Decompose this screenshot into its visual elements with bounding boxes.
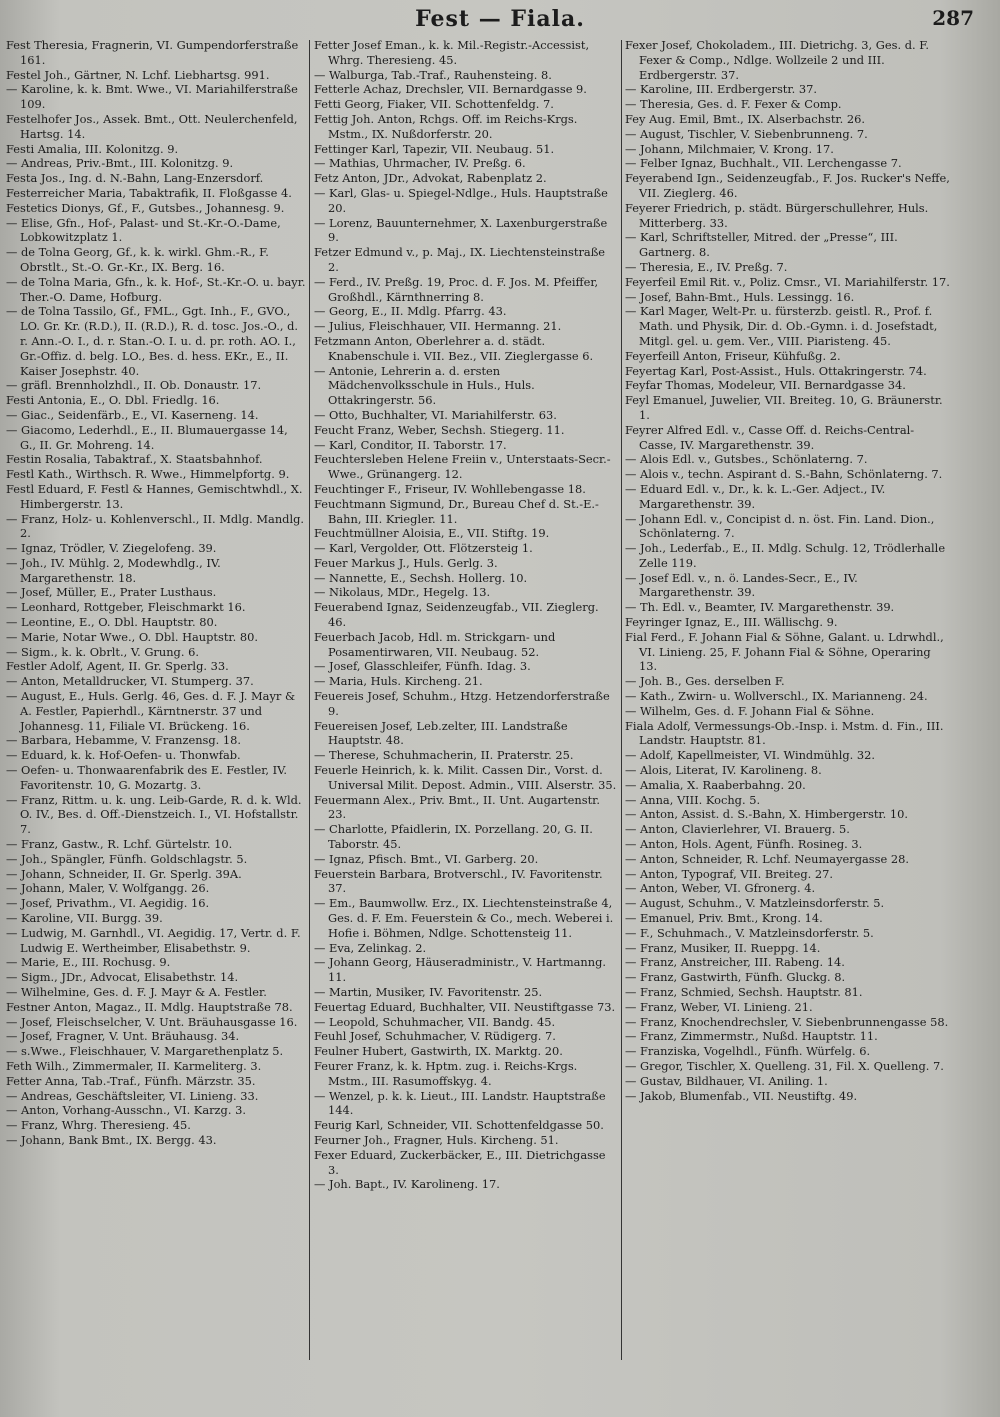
- directory-entry: — Johann, Milchmaier, V. Krong. 17.: [625, 141, 834, 156]
- directory-entry: Festi Amalia, III. Kolonitzg. 9.: [6, 141, 179, 156]
- directory-entry: Fettig Joh. Anton, Rchgs. Off. im Reichs-Krgs. Mstm., IX. Nußdorferstr. 20.: [314, 111, 578, 141]
- directory-entry: — Franz, Zimmermstr., Nußd. Hauptstr. 11.: [625, 1029, 878, 1044]
- directory-entry: Feurig Karl, Schneider, VII. Schottenfeldgasse 50.: [314, 1118, 604, 1133]
- directory-entry: — Charlotte, Pfaidlerin, IX. Porzellang. 20, G. II. Taborstr. 45.: [314, 822, 593, 852]
- directory-entry: Feyrer Alfred Edl. v., Casse Off. d. Reichs-Central-Casse, IV. Margarethenstr. 39.: [625, 422, 915, 452]
- directory-entry: — Ferd., IV. Preßg. 19, Proc. d. F. Jos. M. Pfeiffer, Großhdl., Kärnthnerring 8.: [314, 274, 599, 304]
- directory-entry: — Marie, Notar Wwe., O. Dbl. Hauptstr. 80.: [6, 629, 258, 644]
- directory-entry: — Emanuel, Priv. Bmt., Krong. 14.: [625, 911, 823, 926]
- directory-entry: — Lorenz, Bauunternehmer, X. Laxenburgerstraße 9.: [314, 215, 608, 245]
- directory-entry: — F., Schuhmach., V. Matzleinsdorferstr. 5.: [625, 925, 874, 940]
- directory-entry: Feuchtinger F., Friseur, IV. Wohllebengasse 18.: [314, 481, 586, 496]
- directory-entry: — Karoline, III. Erdbergerstr. 37.: [625, 82, 817, 97]
- directory-entry: — Josef Edl. v., n. ö. Landes-Secr., E., IV. Margarethenstr. 39.: [625, 570, 858, 600]
- directory-entry: — Joh. Bapt., IV. Karolineng. 17.: [314, 1177, 500, 1192]
- directory-entry: — Barbara, Hebamme, V. Franzensg. 18.: [6, 733, 242, 748]
- directory-entry: Fey Aug. Emil, Bmt., IX. Alserbachstr. 26.: [625, 111, 865, 126]
- directory-entry: — Felber Ignaz, Buchhalt., VII. Lerchengasse 7.: [625, 156, 902, 171]
- directory-entry: Feuertag Eduard, Buchhalter, VII. Neustiftgasse 73.: [314, 999, 616, 1014]
- column-middle: [314, 38, 619, 1378]
- directory-entry: Feth Wilh., Zimmermaler, II. Karmeliterg. 3.: [6, 1058, 262, 1073]
- directory-entry: — August, Tischler, V. Siebenbrunneng. 7.: [625, 126, 868, 141]
- directory-entry: — Franz, Knochendrechsler, V. Siebenbrunnengasse 58.: [625, 1014, 949, 1029]
- page-header: [0, 4, 1000, 36]
- directory-entry: — Jakob, Blumenfab., VII. Neustiftg. 49.: [625, 1088, 858, 1103]
- directory-entry: Feyerer Friedrich, p. städt. Bürgerschullehrer, Huls. Mitterberg. 33.: [625, 200, 929, 230]
- directory-entry: — Johann, Maler, V. Wolfgangg. 26.: [6, 881, 210, 896]
- directory-entry: Fiala Adolf, Vermessungs-Ob.-Insp. i. Mstm. d. Fin., III. Landstr. Hauptstr. 81.: [625, 718, 944, 748]
- directory-entry: — Anton, Assist. d. S.-Bahn, X. Himbergerstr. 10.: [625, 807, 908, 822]
- directory-entry: — Alois v., techn. Aspirant d. S.-Bahn, Schönlaterng. 7.: [625, 467, 943, 482]
- directory-entry: Feuchtmüllner Aloisia, E., VII. Stiftg. 19.: [314, 526, 550, 541]
- directory-entry: Feurner Joh., Fragner, Huls. Kircheng. 51.: [314, 1132, 559, 1147]
- directory-entry: — Joh., Lederfab., E., II. Mdlg. Schulg. 12, Trödlerhalle Zelle 119.: [625, 541, 946, 570]
- directory-entry: — Theresia, Ges. d. F. Fexer & Comp.: [625, 97, 842, 112]
- directory-entry: Feuerabend Ignaz, Seidenzeugfab., VII. Zieglerg. 46.: [314, 600, 599, 630]
- page-title: Fest — Fiala.: [415, 6, 585, 32]
- directory-entry: — Amalia, X. Raaberbahng. 20.: [625, 777, 806, 792]
- directory-entry: — Johann, Bank Bmt., IX. Bergg. 43.: [6, 1132, 217, 1147]
- directory-entry: — Andreas, Priv.-Bmt., III. Kolonitzg. 9.: [6, 156, 234, 171]
- directory-entry: — Anton, Weber, VI. Gfronerg. 4.: [625, 881, 816, 896]
- directory-entry: — Franz, Holz- u. Kohlenverschl., II. Mdlg. Mandlg. 2.: [6, 511, 305, 541]
- directory-entry: Fexer Josef, Chokoladem., III. Dietrichg. 3, Ges. d. F. Fexer & Comp., Ndlge. Wollzeile 2 und III. Erdbergerstr. 37.: [625, 38, 929, 82]
- directory-entry: — de Tolna Georg, Gf., k. k. wirkl. Ghm.-R., F. Obrstlt., St.-O. Gr.-Kr., IX. Berg. 16.: [6, 245, 269, 274]
- directory-entry: Fettinger Karl, Tapezir, VII. Neubaug. 51.: [314, 141, 555, 156]
- column-left: [6, 38, 306, 1378]
- directory-entry: — Em., Baumwollw. Erz., IX. Liechtensteinstraße 4, Ges. d. F. Em. Feuerstein & Co., mech. Weberei i. Hofie i. Böhmen, Ndlge. Schottensteig 11.: [314, 896, 614, 940]
- directory-entry: Feucht Franz, Weber, Sechsh. Stiegerg. 11.: [314, 422, 565, 437]
- directory-entry: — Anton, Clavierlehrer, VI. Brauerg. 5.: [625, 822, 850, 837]
- directory-entry: — Ignaz, Trödler, V. Ziegelofeng. 39.: [6, 541, 217, 556]
- directory-entry: — Josef, Müller, E., Prater Lusthaus.: [6, 585, 217, 600]
- directory-entry: — August, Schuhm., V. Matzleinsdorferstr. 5.: [625, 896, 885, 911]
- directory-entry: Festi Antonia, E., O. Dbl. Friedlg. 16.: [6, 393, 220, 408]
- directory-entry: — Joh. B., Ges. derselben F.: [625, 674, 785, 689]
- directory-entry: Festel Joh., Gärtner, N. Lchf. Liebhartsg. 991.: [6, 67, 270, 82]
- directory-entry: — Johann Georg, Häuseradministr., V. Hartmanng. 11.: [314, 955, 607, 985]
- directory-entry: Fetzer Edmund v., p. Maj., IX. Liechtensteinstraße 2.: [314, 245, 606, 274]
- directory-entry: Feulner Hubert, Gastwirth, IX. Marktg. 20.: [314, 1044, 563, 1059]
- directory-entry: — Josef, Fleischselcher, V. Unt. Bräuhausgasse 16.: [6, 1014, 298, 1029]
- directory-entry: — Kath., Zwirn- u. Wollverschl., IX. Marianneng. 24.: [625, 689, 928, 704]
- directory-entry: — Karl, Conditor, II. Taborstr. 17.: [314, 437, 507, 452]
- directory-entry: Feuhl Josef, Schuhmacher, V. Rüdigerg. 7.: [314, 1029, 556, 1044]
- page-number: 287: [932, 6, 974, 30]
- directory-entry: Fetter Anna, Tab.-Traf., Fünfh. Märzstr. 35.: [6, 1073, 256, 1088]
- directory-entry: — Eduard, k. k. Hof-Oefen- u. Thonwfab.: [6, 748, 241, 763]
- directory-entry: Festner Anton, Magaz., II. Mdlg. Hauptstraße 78.: [6, 999, 293, 1014]
- directory-entry: — Wilhelmine, Ges. d. F. J. Mayr & A. Festler.: [6, 985, 267, 999]
- column-right: [625, 38, 950, 1378]
- directory-entry: — Franz, Rittm. u. k. ung. Leib-Garde, R. d. k. Wld. O. IV., Bes. d. Off.-Dienstzeich. I., VI. Hofstallstr. 7.: [6, 792, 302, 837]
- directory-entry: — Maria, Huls. Kircheng. 21.: [314, 674, 483, 689]
- directory-entry: Feuereisen Josef, Leb.zelter, III. Landstraße Hauptstr. 48.: [314, 718, 568, 748]
- directory-entry: Fetz Anton, JDr., Advokat, Rabenplatz 2.: [314, 171, 547, 186]
- directory-entry: — Giac., Seidenfärb., E., VI. Kaserneng. 14.: [6, 407, 259, 422]
- directory-entry: — Eduard Edl. v., Dr., k. k. L.-Ger. Adject., IV. Margarethenstr. 39.: [625, 481, 886, 511]
- directory-entry: — Marie, E., III. Rochusg. 9.: [6, 955, 171, 970]
- directory-entry: — Julius, Fleischhauer, VII. Hermanng. 21.: [314, 319, 562, 334]
- directory-entry: — Josef, Privathm., VI. Aegidig. 16.: [6, 896, 210, 911]
- directory-entry: Feyerfeill Anton, Friseur, Kühfußg. 2.: [625, 348, 841, 363]
- directory-entry: — Sigm., JDr., Advocat, Elisabethstr. 14.: [6, 970, 239, 985]
- directory-entry: — Franz, Schmied, Sechsh. Hauptstr. 81.: [625, 985, 863, 999]
- directory-entry: — Alois, Literat, IV. Karolineng. 8.: [625, 763, 822, 778]
- directory-entry: — Nikolaus, MDr., Hegelg. 13.: [314, 585, 491, 600]
- directory-entry: — Oefen- u. Thonwaarenfabrik des E. Festler, IV. Favoritenstr. 10, G. Mozartg. 3.: [6, 763, 287, 792]
- directory-entry: — Franz, Whrg. Theresieng. 45.: [6, 1118, 191, 1133]
- directory-entry: — Joh., IV. Mühlg. 2, Modewhdlg., IV. Margarethenstr. 18.: [6, 555, 221, 585]
- directory-entry: — Therese, Schuhmacherin, II. Praterstr. 25.: [314, 748, 574, 763]
- directory-entry: — Anton, Typograf, VII. Breiteg. 27.: [625, 866, 833, 881]
- directory-entry: Festl Eduard, F. Festl & Hannes, Gemischtwhdl., X. Himbergerstr. 13.: [6, 481, 303, 511]
- directory-entry: — Elise, Gfn., Hof-, Palast- und St.-Kr.-O.-Dame, Lobkowitzplatz 1.: [6, 215, 281, 245]
- directory-columns: [6, 38, 996, 1378]
- directory-entry: Fetti Georg, Fiaker, VII. Schottenfeldg. 7.: [314, 97, 554, 112]
- directory-entry: — Karoline, k. k. Bmt. Wwe., VI. Mariahilferstraße 109.: [6, 82, 298, 112]
- directory-entry: Festin Rosalia, Tabaktraf., X. Staatsbahnhof.: [6, 452, 263, 467]
- directory-entry: — Eva, Zelinkag. 2.: [314, 940, 427, 955]
- directory-entry: — Gustav, Bildhauer, VI. Aniling. 1.: [625, 1073, 828, 1088]
- directory-entry: — Martin, Musiker, IV. Favoritenstr. 25.: [314, 985, 543, 999]
- directory-entry: — Franz, Musiker, II. Rueppg. 14.: [625, 940, 821, 955]
- directory-entry: Feuerstein Barbara, Brotverschl., IV. Favoritenstr. 37.: [314, 866, 603, 896]
- directory-entry: — Gregor, Tischler, X. Quelleng. 31, Fil. X. Quelleng. 7.: [625, 1058, 944, 1073]
- directory-entry: Feuerbach Jacob, Hdl. m. Strickgarn- und Posamentirwaren, VII. Neubaug. 52.: [314, 629, 556, 659]
- directory-entry: — Johann Edl. v., Concipist d. n. öst. Fin. Land. Dion., Schönlaterng. 7.: [625, 511, 935, 541]
- directory-entry: — Franz, Weber, VI. Linieng. 21.: [625, 999, 813, 1014]
- directory-entry: — Anton, Vorhang-Ausschn., VI. Karzg. 3.: [6, 1103, 246, 1118]
- directory-entry: Fexer Eduard, Zuckerbäcker, E., III. Dietrichgasse 3.: [314, 1147, 606, 1177]
- directory-entry: — Giacomo, Lederhdl., E., II. Blumauergasse 14, G., II. Gr. Mohreng. 14.: [6, 422, 288, 452]
- directory-entry: Festelhofer Jos., Assek. Bmt., Ott. Neulerchenfeld, Hartsg. 14.: [6, 111, 298, 141]
- directory-entry: — Johann, Schneider, II. Gr. Sperlg. 39A.: [6, 866, 242, 881]
- directory-entry: — Ludwig, M. Garnhdl., VI. Aegidig. 17, Vertr. d. F. Ludwig E. Wertheimber, Elisabethstr. 9.: [6, 925, 301, 955]
- directory-entry: — Franz, Anstreicher, III. Rabeng. 14.: [625, 955, 845, 970]
- directory-entry: Fest Theresia, Fragnerin, VI. Gumpendorferstraße 161.: [6, 38, 299, 67]
- directory-entry: — Nannette, E., Sechsh. Hollerg. 10.: [314, 570, 528, 585]
- directory-entry: Feyfar Thomas, Modeleur, VII. Bernardgasse 34.: [625, 378, 906, 393]
- directory-entry: Festler Adolf, Agent, II. Gr. Sperlg. 33.: [6, 659, 229, 674]
- directory-entry: — Franziska, Vogelhdl., Fünfh. Würfelg. 6.: [625, 1044, 871, 1059]
- directory-entry: — Karoline, VII. Burgg. 39.: [6, 911, 163, 926]
- directory-entry: — Ignaz, Pfisch. Bmt., VI. Garberg. 20.: [314, 851, 539, 866]
- directory-entry: Feyertag Karl, Post-Assist., Huls. Ottakringerstr. 74.: [625, 363, 927, 378]
- directory-entry: Festerreicher Maria, Tabaktrafik, II. Floßgasse 4.: [6, 185, 292, 200]
- directory-entry: — Josef, Glasschleifer, Fünfh. Idag. 3.: [314, 659, 531, 674]
- directory-entry: Feuchtersleben Helene Freiin v., Unterstaats-Secr.-Wwe., Grünangerg. 12.: [314, 452, 611, 482]
- directory-entry: — Theresia, E., IV. Preßg. 7.: [625, 259, 788, 274]
- directory-entry: — Wenzel, p. k. k. Lieut., III. Landstr. Hauptstraße 144.: [314, 1088, 606, 1118]
- directory-entry: — Th. Edl. v., Beamter, IV. Margarethenstr. 39.: [625, 600, 895, 615]
- directory-entry: — Joh., Spängler, Fünfh. Goldschlagstr. 5.: [6, 851, 248, 866]
- directory-entry: Feyringer Ignaz, E., III. Wällischg. 9.: [625, 615, 838, 630]
- directory-entry: — Otto, Buchhalter, VI. Mariahilferstr. 63.: [314, 407, 557, 422]
- directory-entry: — Anna, VIII. Kochg. 5.: [625, 792, 761, 807]
- directory-entry: — s.Wwe., Fleischhauer, V. Margarethenplatz 5.: [6, 1044, 284, 1059]
- directory-entry: — Leonhard, Rottgeber, Fleischmarkt 16.: [6, 600, 246, 615]
- directory-entry: Feyerfeil Emil Rit. v., Poliz. Cmsr., VI. Mariahilferstr. 17.: [625, 274, 950, 289]
- directory-entry: Festa Jos., Ing. d. N.-Bahn, Lang-Enzersdorf.: [6, 171, 264, 186]
- directory-entry: — Franz, Gastwirth, Fünfh. Gluckg. 8.: [625, 970, 846, 985]
- directory-entry: Fetzmann Anton, Oberlehrer a. d. städt. Knabenschule i. VII. Bez., VII. Zieglergasse 6.: [314, 333, 594, 363]
- directory-entry: — Anton, Schneider, R. Lchf. Neumayergasse 28.: [625, 851, 909, 866]
- directory-entry: Feuerle Heinrich, k. k. Milit. Cassen Dir., Vorst. d. Universal Milit. Depost. Admin., VIII. Alserstr. 35.: [314, 763, 617, 792]
- directory-entry: — Josef, Bahn-Bmt., Huls. Lessingg. 16.: [625, 289, 855, 304]
- directory-entry: — Andreas, Geschäftsleiter, VI. Linieng. 33.: [6, 1088, 259, 1103]
- directory-entry: — Leopold, Schuhmacher, VII. Bandg. 45.: [314, 1014, 556, 1029]
- directory-entry: — Sigm., k. k. Obrlt., V. Grung. 6.: [6, 644, 199, 659]
- directory-entry: Feurer Franz, k. k. Hptm. zug. i. Reichs-Krgs. Mstm., III. Rasumoffskyg. 4.: [314, 1058, 578, 1088]
- directory-entry: — Mathias, Uhrmacher, IV. Preßg. 6.: [314, 156, 526, 171]
- directory-entry: Feuer Markus J., Huls. Gerlg. 3.: [314, 555, 498, 570]
- directory-entry: — Anton, Metalldrucker, VI. Stumperg. 37.: [6, 674, 254, 689]
- directory-entry: Feuermann Alex., Priv. Bmt., II. Unt. Augartenstr. 23.: [314, 792, 600, 822]
- directory-entry: — Anton, Hols. Agent, Fünfh. Rosineg. 3.: [625, 837, 863, 852]
- directory-entry: — August, E., Huls. Gerlg. 46, Ges. d. F. J. Mayr & A. Festler, Papierhdl., Kärntnerstr. 37 und Johannesg. 11, Filiale VI. Brückeng. 16.: [6, 689, 296, 733]
- directory-entry: — Walburga, Tab.-Traf., Rauhensteing. 8.: [314, 67, 552, 82]
- directory-entry: Festetics Dionys, Gf., F., Gutsbes., Johannesg. 9.: [6, 200, 285, 215]
- directory-entry: Feuereis Josef, Schuhm., Htzg. Hetzendorferstraße 9.: [314, 689, 610, 718]
- directory-entry: — Karl, Glas- u. Spiegel-Ndlge., Huls. Hauptstraße 20.: [314, 185, 608, 215]
- directory-entry: — Antonie, Lehrerin a. d. ersten Mädchenvolksschule in Huls., Huls. Ottakringerstr. 56.: [314, 363, 535, 408]
- directory-entry: — Franz, Gastw., R. Lchf. Gürtelstr. 10.: [6, 837, 233, 852]
- directory-entry: — Georg, E., II. Mdlg. Pfarrg. 43.: [314, 304, 507, 319]
- directory-entry: Fetter Josef Eman., k. k. Mil.-Registr.-Accessist, Whrg. Theresieng. 45.: [314, 38, 590, 67]
- directory-entry: — Karl, Schriftsteller, Mitred. der „Presse“, III. Gartnerg. 8.: [625, 230, 898, 260]
- directory-entry: — de Tolna Maria, Gfn., k. k. Hof-, St.-Kr.-O. u. bayr. Ther.-O. Dame, Hofburg.: [6, 274, 306, 304]
- directory-entry: Festl Kath., Wirthsch. R. Wwe., Himmelpfortg. 9.: [6, 467, 290, 482]
- directory-entry: — Alois Edl. v., Gutsbes., Schönlaterng. 7.: [625, 452, 868, 467]
- directory-entry: Feyl Emanuel, Juwelier, VII. Breiteg. 10, G. Bräunerstr. 1.: [625, 393, 943, 422]
- directory-entry: — Wilhelm, Ges. d. F. Johann Fial & Söhne.: [625, 703, 875, 718]
- directory-entry: — Leontine, E., O. Dbl. Hauptstr. 80.: [6, 615, 218, 630]
- directory-entry: Feyerabend Ign., Seidenzeugfab., F. Jos. Rucker's Neffe, VII. Zieglerg. 46.: [625, 171, 950, 200]
- directory-entry: Fial Ferd., F. Johann Fial & Söhne, Galant. u. Ldrwhdl., VI. Linieng. 25, F. Johann Fial & Söhne, Operaring 13.: [625, 629, 944, 674]
- directory-entry: Fetterle Achaz, Drechsler, VII. Bernardgasse 9.: [314, 82, 587, 97]
- directory-entry: — Karl Mager, Welt-Pr. u. fürsterzb. geistl. R., Prof. f. Math. und Physik, Dir. d. Ob.-Gymn. i. d. Josefstadt, Mitgl. gel. u. gem. Ver., VIII. Piaristeng. 45.: [625, 304, 938, 348]
- directory-entry: — Karl, Vergolder, Ott. Flötzersteig 1.: [314, 541, 533, 556]
- directory-entry: — de Tolna Tassilo, Gf., FML., Ggt. Inh., F., GVO., LO. Gr. Kr. (R.D.), II. (R.D.), R. d. tosc. Jos.-O., d. r. Ann.-O. I., d. r. Stan.-O. I. u. d. pr. roth. AO. I., Gr.-Offiz. d. belg. LO., Bes. d. hess. EKr., E., II. Kaiser Josephstr. 40.: [6, 304, 298, 378]
- directory-entry: Feuchtmann Sigmund, Dr., Bureau Chef d. St.-E.-Bahn, III. Kriegler. 11.: [314, 496, 599, 526]
- directory-entry: — gräfl. Brennholzhdl., II. Ob. Donaustr. 17.: [6, 378, 262, 393]
- directory-entry: — Josef, Fragner, V. Unt. Bräuhausg. 34.: [6, 1029, 240, 1044]
- directory-entry: — Adolf, Kapellmeister, VI. Windmühlg. 32.: [625, 748, 875, 763]
